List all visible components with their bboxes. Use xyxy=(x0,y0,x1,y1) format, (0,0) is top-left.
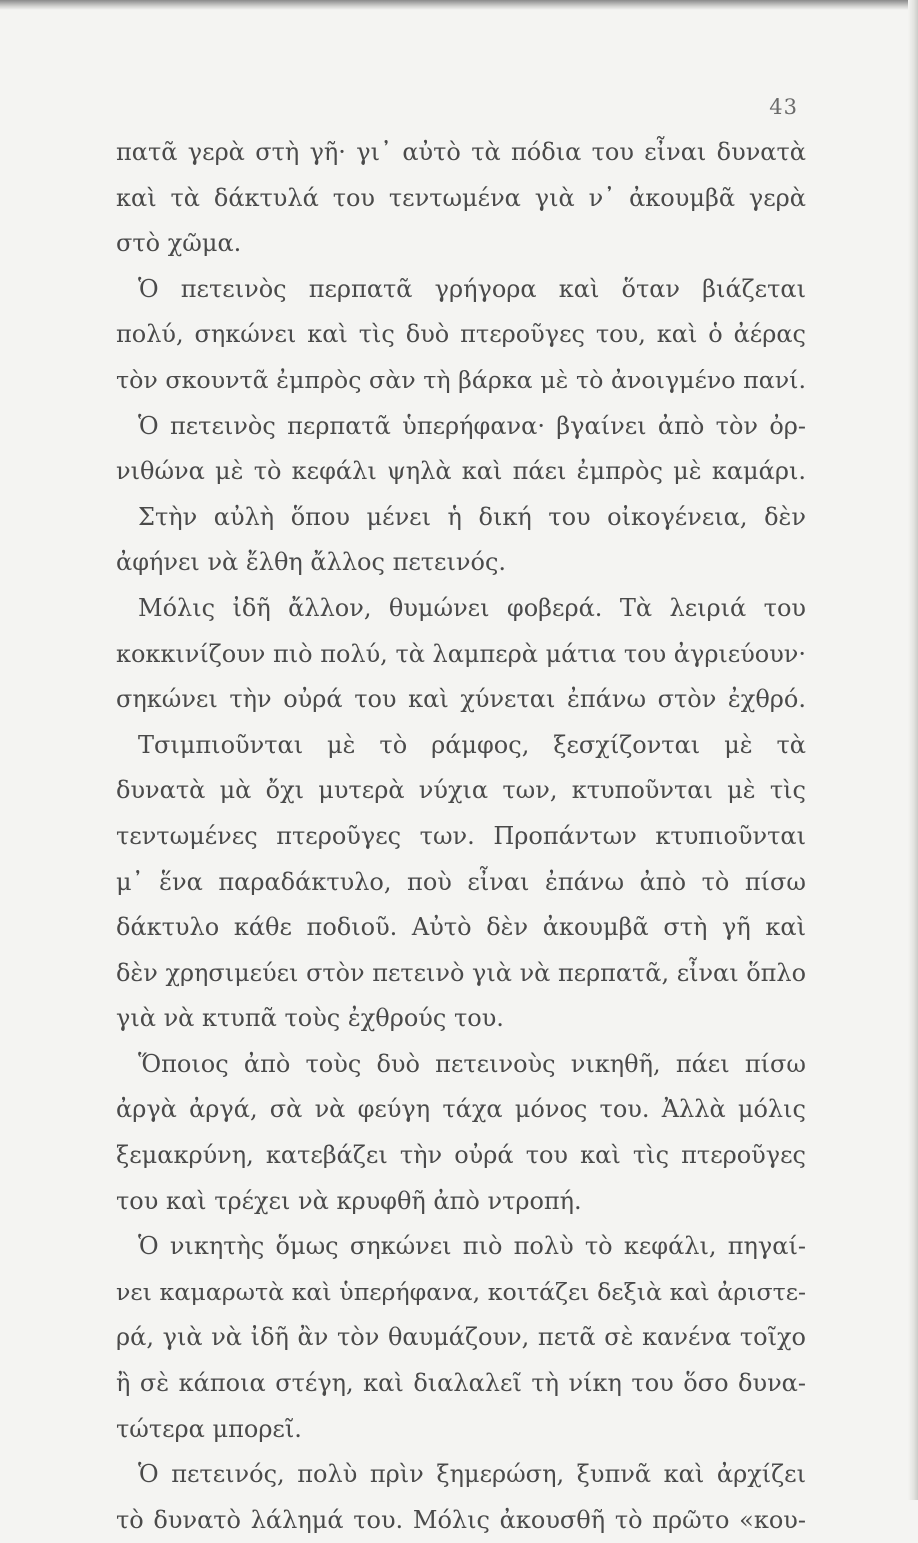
text-line: πατᾶ γερὰ στὴ γῆ· γι᾽ αὐτὸ τὰ πόδια του εἶναι δυνατὰ xyxy=(116,138,806,166)
text-line: ἀργὰ ἀργά, σὰ νὰ φεύγη τάχα μόνος του. Ἀλλὰ μόλις xyxy=(116,1095,806,1124)
text-line: στὸ χῶμα. xyxy=(116,229,242,258)
text-line: Μόλις ἰδῆ ἄλλον, θυμώνει φοβερά. Τὰ λειριά του xyxy=(138,593,806,622)
text-line: τὸν σκουντᾶ ἐμπρὸς σὰν τὴ βάρκα μὲ τὸ ἀνοιγμένο πανί. xyxy=(116,365,806,394)
text-line: Ὁ πετεινὸς περπατᾶ ὑπερήφανα· βγαίνει ἀπὸ τὸν ὀρ- xyxy=(138,411,806,440)
body-text xyxy=(116,130,806,1543)
text-line: ρά, γιὰ νὰ ἰδῆ ἂν τὸν θαυμάζουν, πετᾶ σὲ κανένα τοῖχο xyxy=(116,1323,806,1352)
text-line: ξεμακρύνη, κατεβάζει τὴν οὐρά του καὶ τὶς πτεροῦγες xyxy=(116,1141,806,1170)
page-number: 43 xyxy=(769,95,798,119)
text-line: κοκκινίζουν πιὸ πολύ, τὰ λαμπερὰ μάτια του ἀγριεύουν· xyxy=(116,639,806,668)
text-line: Ὅποιος ἀπὸ τοὺς δυὸ πετεινοὺς νικηθῆ, πάει πίσω xyxy=(138,1049,806,1078)
text-line: τώτερα μπορεῖ. xyxy=(116,1414,302,1443)
text-line: ἢ σὲ κάποια στέγη, καὶ διαλαλεῖ τὴ νίκη του ὅσο δυνα- xyxy=(116,1369,806,1398)
text-line: νιθώνα μὲ τὸ κεφάλι ψηλὰ καὶ πάει ἐμπρὸς μὲ καμάρι. xyxy=(116,457,806,486)
text-line: Ὁ πετεινός, πολὺ πρὶν ξημερώση, ξυπνᾶ καὶ ἀρχίζει xyxy=(138,1460,806,1489)
text-line: σηκώνει τὴν οὐρά του καὶ χύνεται ἐπάνω στὸν ἐχθρό. xyxy=(116,685,806,714)
text-line: πολύ, σηκώνει καὶ τὶς δυὸ πτεροῦγες του, καὶ ὁ ἀέρας xyxy=(116,320,806,349)
text-line: δὲν χρησιμεύει στὸν πετεινὸ γιὰ νὰ περπατᾶ, εἶναι ὅπλο xyxy=(116,958,806,987)
text-line: Στὴν αὐλὴ ὅπου μένει ἡ δική του οἰκογένεια, δὲν xyxy=(138,502,806,531)
text-line: καὶ τὰ δάκτυλά του τεντωμένα γιὰ ν᾽ ἀκουμβᾶ γερὰ xyxy=(116,183,806,212)
text-line: νει καμαρωτὰ καὶ ὑπερήφανα, κοιτάζει δεξιὰ καὶ ἀριστε- xyxy=(116,1277,806,1306)
text-line: μ᾽ ἕνα παραδάκτυλο, ποὺ εἶναι ἐπάνω ἀπὸ τὸ πίσω xyxy=(116,867,806,896)
text-line: τεντωμένες πτεροῦγες των. Προπάντων κτυπιοῦνται xyxy=(116,821,806,850)
text-line: του καὶ τρέχει νὰ κρυφθῆ ἀπὸ ντροπή. xyxy=(116,1186,582,1215)
page-top-edge xyxy=(0,0,918,10)
text-line: τὸ δυνατὸ λάλημά του. Μόλις ἀκουσθῆ τὸ πρῶτο «κου- xyxy=(116,1505,806,1534)
page-right-edge xyxy=(908,0,918,1500)
text-line: ἀφήνει νὰ ἔλθη ἄλλος πετεινός. xyxy=(116,548,507,577)
text-line: δυνατὰ μὰ ὄχι μυτερὰ νύχια των, κτυποῦνται μὲ τὶς xyxy=(116,776,806,805)
text-line: δάκτυλο κάθε ποδιοῦ. Αὐτὸ δὲν ἀκουμβᾶ στὴ γῆ καὶ xyxy=(116,913,806,942)
text-line: Ὁ νικητὴς ὅμως σηκώνει πιὸ πολὺ τὸ κεφάλι, πηγαί- xyxy=(138,1232,806,1261)
text-line: γιὰ νὰ κτυπᾶ τοὺς ἐχθρούς του. xyxy=(116,1004,504,1033)
text-line: Τσιμπιοῦνται μὲ τὸ ράμφος, ξεσχίζονται μὲ τὰ xyxy=(138,730,806,759)
text-line: Ὁ πετεινὸς περπατᾶ γρήγορα καὶ ὅταν βιάζεται xyxy=(138,274,806,303)
